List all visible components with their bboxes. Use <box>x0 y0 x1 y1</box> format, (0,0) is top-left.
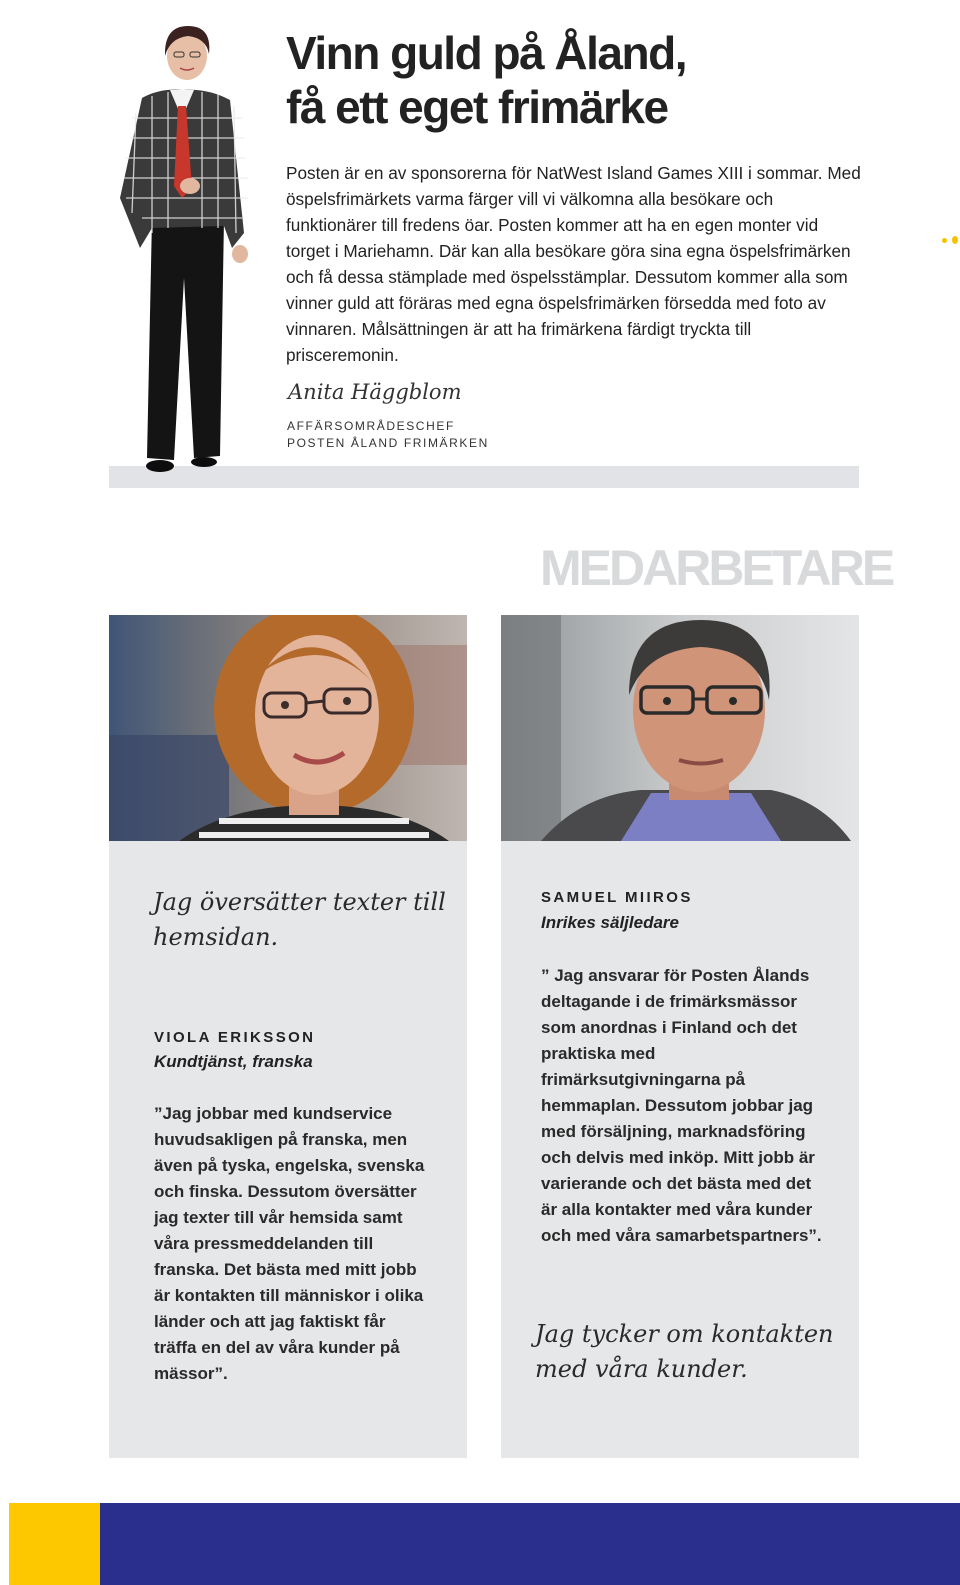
headline-line-2: få ett eget frimärke <box>286 81 668 133</box>
woman-standing-photo <box>112 18 262 478</box>
signature-role <box>287 418 489 452</box>
staff-quote-line-1: Jag tycker om kontakten <box>535 1320 834 1348</box>
signature-role-line-1: AFFÄRSOMRÅDESCHEF <box>287 419 455 433</box>
staff-text: ” Jag ansvarar för Posten Ålands deltagande i de frimärksmässor som anordnas i Finland och det praktiska med frimärksutgivningarna på hemmaplan. Dessutom jobbar jag med försäljning, marknadsföring och delvis med inköp. Mitt jobb är varierande och det bästa med det är alla kontakter med våra kunder och med våra samarbetspartners”. <box>541 966 822 1245</box>
footer-blue-band <box>100 1503 960 1585</box>
footer-yellow-band <box>9 1503 100 1585</box>
article-headline <box>286 26 846 134</box>
signature-role-line-2: POSTEN ÅLAND FRIMÄRKEN <box>287 436 489 450</box>
article-intro: Posten är en av sponsorerna för NatWest Island Games XIII i sommar. Med öspelsfrimärkets varma färger vill vi välkomna alla besökare och funktionärer till fredens öar. Posten kommer att ha en egen monter vid torget i Mariehamn. Där kan alla besökare göra sina egna öspelsfrimärken och få dessa stämplade med öspelsstämplar. Dessutom kommer alla som vinner guld att föräras med egna öspelsfrimärken försedda med foto av vinnaren. Målsättningen är att ha frimärkena färdigt tryckta till prisceremonin. <box>286 163 861 365</box>
staff-name: VIOLA ERIKSSON <box>154 1029 316 1046</box>
staff-quote-line-2: med våra kunder. <box>535 1355 748 1383</box>
staff-text: ”Jag jobbar med kundservice huvudsakligen på franska, men även på tyska, engelska, svenska och finska. Dessutom översätter jag texter till vår hemsida samt våra pressmeddelanden till franska. Det bästa med mitt jobb är kontakten till människor i olika länder och att jag faktiskt får träffa en del av våra kunder på mässor”. <box>154 1104 425 1383</box>
staff-quote-line-1: Jag översätter texter till <box>153 888 446 916</box>
staff-card-samuel <box>501 841 859 1458</box>
staff-quote <box>153 885 453 955</box>
man-portrait-photo <box>501 615 859 841</box>
accent-dot <box>952 236 958 244</box>
woman-portrait-photo <box>109 615 467 841</box>
staff-role: Inrikes säljledare <box>541 913 679 932</box>
staff-name: SAMUEL MIIROS <box>541 889 693 906</box>
signature: Anita Häggblom <box>288 380 462 404</box>
headline-line-1: Vinn guld på Åland, <box>286 27 686 79</box>
accent-dot <box>942 238 947 243</box>
staff-card-viola <box>109 841 467 1458</box>
staff-quote <box>535 1317 845 1387</box>
staff-role: Kundtjänst, franska <box>154 1052 313 1071</box>
section-title: MEDARBETARE <box>540 540 893 596</box>
staff-quote-line-2: hemsidan. <box>153 923 279 951</box>
